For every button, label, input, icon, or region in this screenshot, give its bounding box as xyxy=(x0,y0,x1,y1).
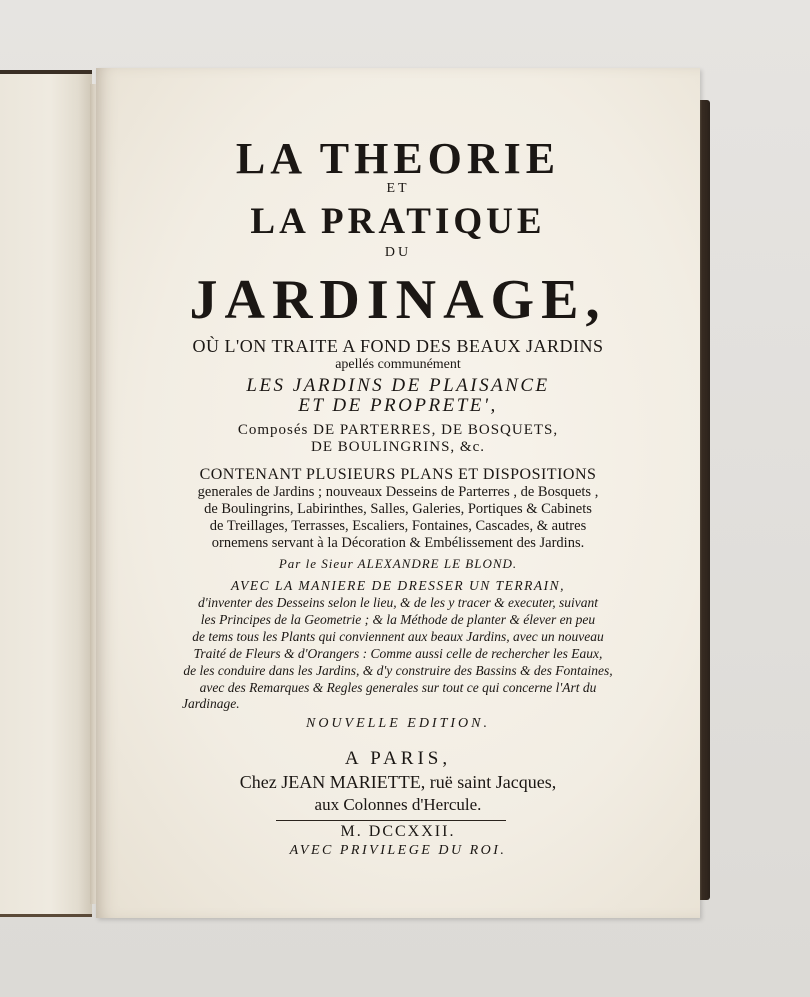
method-line: les Principes de la Geometrie ; & la Méthode de planter & élever en peu xyxy=(200,612,596,627)
subtitle-line-1: OÙ L'ON TRAITE A FOND DES BEAUX JARDINS xyxy=(192,336,604,356)
subtitle-line-4: ET DE PROPRETE', xyxy=(298,395,498,416)
title-line-3: JARDINAGE, xyxy=(189,269,607,331)
method-line: de les conduire dans les Jardins, & d'y construire des Bassins & des Fontaines, xyxy=(183,663,613,678)
method-line: avec des Remarques & Regles generales sur tout ce qui concerne l'Art du xyxy=(199,680,597,695)
method-line: Jardinage. xyxy=(182,696,240,711)
edition-line: NOUVELLE EDITION. xyxy=(305,716,490,731)
contents-line: generales de Jardins ; nouveaux Desseins de Parterres , de Bosquets , xyxy=(197,484,599,500)
subtitle-line-2: apellés communément xyxy=(335,357,461,372)
left-page xyxy=(0,70,92,917)
title-page xyxy=(96,68,700,918)
divider-rule xyxy=(276,820,506,821)
method-line: d'inventer des Desseins selon le lieu, & de les y tracer & executer, suivant xyxy=(198,595,598,610)
contents-line: de Treillages, Terrasses, Escaliers, Fontaines, Cascades, & autres xyxy=(209,518,587,534)
imprint-address: aux Colonnes d'Hercule. xyxy=(314,795,482,814)
subtitle-line-5: Composés DE PARTERRES, DE BOSQUETS, xyxy=(237,422,559,438)
subtitle-line-3: LES JARDINS DE PLAISANCE xyxy=(246,375,550,396)
imprint-date: M. DCCXXII. xyxy=(340,823,456,840)
imprint-city: A PARIS, xyxy=(344,748,452,769)
imprint-privilege: AVEC PRIVILEGE DU ROI. xyxy=(289,843,507,858)
method-line: AVEC LA MANIERE DE DRESSER UN TERRAIN, xyxy=(231,578,565,593)
title-du: DU xyxy=(384,245,412,260)
title-line-1: LA THEORIE xyxy=(235,134,561,183)
method-line: Traité de Fleurs & d'Orangers : Comme aussi celle de rechercher les Eaux, xyxy=(193,646,603,661)
imprint-publisher: Chez JEAN MARIETTE, ruë saint Jacques, xyxy=(239,772,557,792)
contents-line: ornemens servant à la Décoration & Embélissement des Jardins. xyxy=(211,535,585,551)
contents-line: de Boulingrins, Labirinthes, Salles, Galeries, Portiques & Cabinets xyxy=(204,501,592,517)
method-line: de tems tous les Plants qui conviennent aux beaux Jardins, avec un nouveau xyxy=(192,629,604,644)
title-line-2: LA PRATIQUE xyxy=(250,201,546,242)
subtitle-line-6: DE BOULINGRINS, &c. xyxy=(311,439,485,455)
author-line: Par le Sieur ALEXANDRE LE BLOND. xyxy=(278,556,518,571)
contents-heading: CONTENANT PLUSIEURS PLANS ET DISPOSITIONS xyxy=(199,466,597,483)
title-et: ET xyxy=(386,181,410,196)
